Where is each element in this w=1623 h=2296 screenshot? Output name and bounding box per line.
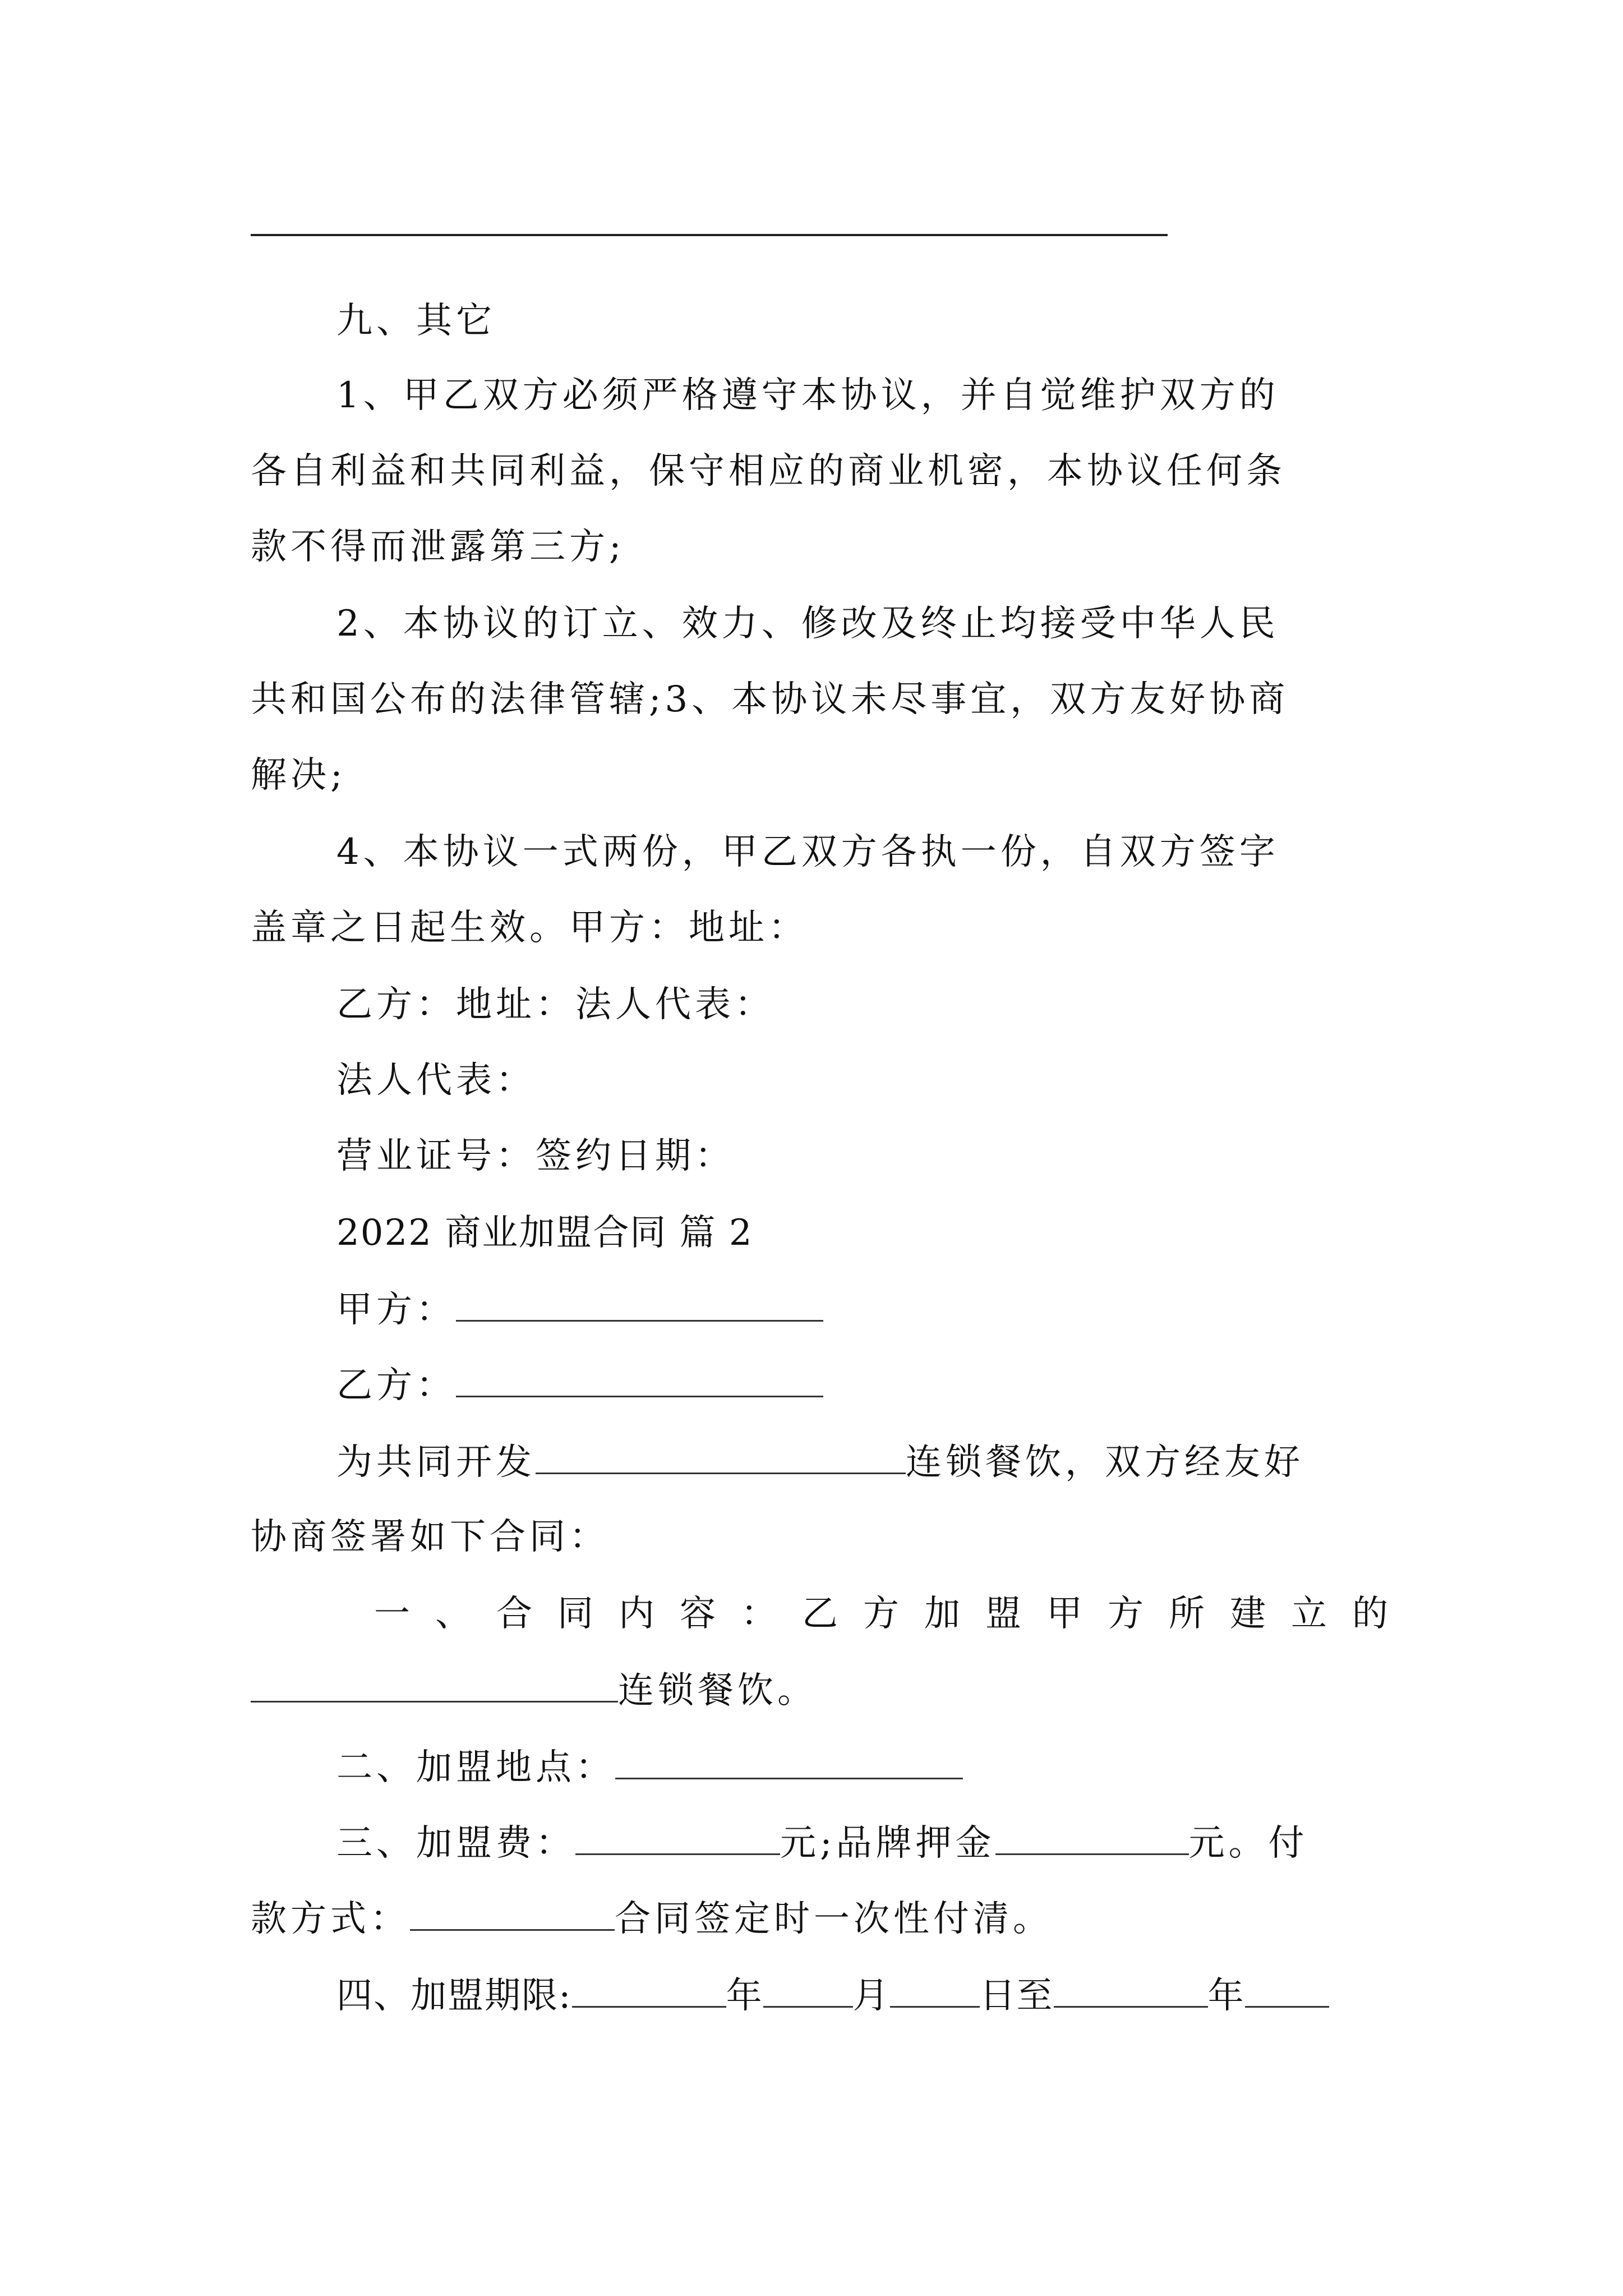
clause2-blank [615,1744,963,1779]
payment-method-text: 合同签定时一次性付清。 [615,1898,1053,1940]
fee-blank [575,1820,780,1855]
party-b-label: 乙方： [336,1365,456,1406]
end-month-blank [1245,1972,1329,2008]
clause1-line1: 一、合同内容：乙方加盟甲方所建立的 [374,1593,1392,1635]
s9-clause4-line1: 4、本协议一式两份，甲乙双方各执一份，自双方签字 [336,831,1279,873]
deposit-blank [995,1820,1189,1855]
payment-method-blank [410,1895,615,1931]
clause4-line [336,1972,1329,2018]
day-to-label: 日至 [979,1975,1054,2017]
party-b-line [336,1362,823,1408]
clause1-text: 连锁餐饮。 [618,1670,817,1711]
s9-clause2-line3: 解决; [251,754,347,796]
clause1-blank [251,1667,618,1703]
signature-party-b-line: 乙方：地址：法人代表： [336,984,774,1025]
clause2-label: 二、加盟地点： [336,1747,615,1788]
preamble-text-b: 连锁餐饮，双方经友好 [906,1442,1304,1483]
clause3-label: 三、加盟费： [336,1823,575,1864]
clause3-line2 [251,1895,1053,1941]
start-month-blank [763,1972,853,2008]
payment-method-label: 款方式： [251,1898,410,1940]
signature-license-date-line: 营业证号：签约日期： [336,1135,735,1177]
s9-clause1-line3: 款不得而泄露第三方; [251,526,625,568]
clause4-label: 四、加盟期限: [336,1975,572,2017]
clause3-payment-prefix: 元。付 [1188,1823,1308,1864]
preamble-line2: 协商签署如下合同： [251,1516,609,1558]
preamble-line1 [336,1439,1304,1485]
s9-clause2-line2: 共和国公布的法律管辖;3、本协议未尽事宜，双方友好协商 [251,679,1289,720]
preamble-blank [536,1439,906,1474]
party-a-label: 甲方： [336,1289,456,1331]
year-label-2: 年 [1207,1975,1245,2017]
s9-clause1-line2: 各自利益和共同利益，保守相应的商业机密，本协议任何条 [251,450,1286,492]
party-a-blank [456,1286,823,1322]
s9-clause1-line1: 1、甲乙双方必须严格遵守本协议，并自觉维护双方的 [336,375,1279,416]
contract2-title: 2022 商业加盟合同 篇 2 [336,1212,753,1254]
signature-legal-rep-line: 法人代表： [336,1060,536,1101]
month-label-1: 月 [852,1975,890,2017]
end-year-blank [1054,1972,1208,2008]
clause1-line2 [251,1667,817,1713]
start-year-blank [572,1972,726,2008]
start-day-blank [890,1972,980,2008]
clause3-line1 [336,1820,1308,1866]
s9-clause2-line1: 2、本协议的订立、效力、修改及终止均接受中华人民 [336,603,1279,645]
clause2-line [336,1744,963,1790]
top-rule-divider [251,234,1168,236]
section9-heading: 九、其它 [336,300,496,342]
year-label-1: 年 [726,1975,763,2017]
s9-clause4-line2: 盖章之日起生效。甲方：地址： [251,907,808,949]
clause3-deposit-label: 元;品牌押金 [780,1823,995,1864]
party-b-blank [456,1362,823,1397]
preamble-text-a: 为共同开发 [336,1442,536,1483]
party-a-line [336,1286,823,1332]
